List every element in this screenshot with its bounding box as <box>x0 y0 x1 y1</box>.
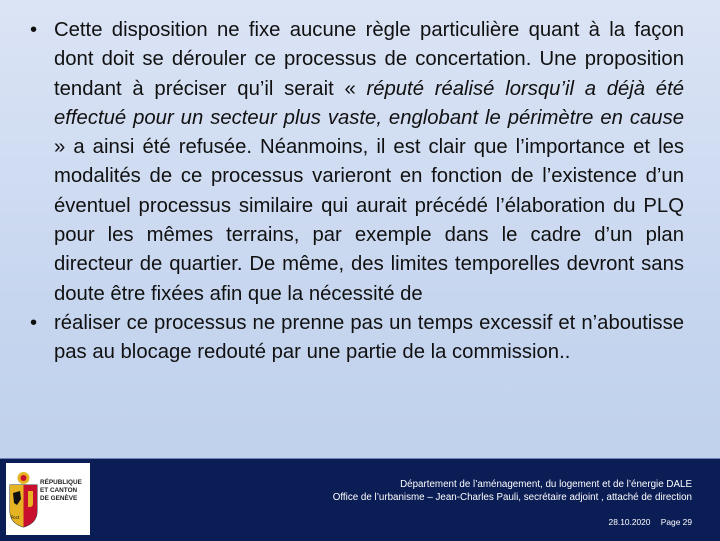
bullet-1-quote: réputé réalisé lorsqu’il a déjà été effectué pour un secteur plus vaste, englobant le périmètre en cause <box>54 77 684 129</box>
department-name: Département de l’aménagement, du logement et de l’énergie DALE <box>400 479 692 490</box>
bullet-icon: • <box>30 311 38 334</box>
bullet-1-text-end: » a ainsi été refusée. Néanmoins, il est clair que l’importance et les modalités de ce processus varieront en fonction de l’existence d’un éventuel processus similaire qui aurait précédé l’élaboration du PLQ pour les mêmes terrains, par exemple dans le cadre d’un plan directeur de quartier. De même, des limites temporelles devront sans doute être fixées afin que la nécessité de <box>54 136 684 305</box>
svg-text:Post: Post <box>11 515 20 520</box>
slide-content <box>18 16 684 368</box>
footer-bar <box>0 458 720 541</box>
geneva-logo <box>6 463 90 535</box>
logo-text-line: DE GENÈVE <box>40 495 78 502</box>
geneva-crest-icon <box>8 469 39 531</box>
bullet-item-2 <box>18 309 684 368</box>
bullet-icon: • <box>30 19 38 41</box>
office-name: Office de l’urbanisme – Jean-Charles Pauli, secrétaire adjoint , attaché de direction <box>332 492 692 503</box>
slide-meta <box>609 517 692 527</box>
page-number: Page 29 <box>660 517 692 527</box>
bullet-item-1 <box>18 16 684 309</box>
bullet-1-text-start: Cette disposition ne fixe aucune règle particulière quant à la façon dont doit se dérouler ce processus de concertation. Une proposition tendant à préciser qu’il serait « <box>54 19 684 100</box>
logo-text <box>40 479 90 503</box>
logo-text-line: RÉPUBLIQUE <box>40 479 82 486</box>
logo-text-line: ET CANTON <box>40 487 78 494</box>
bullet-2-text: réaliser ce processus ne prenne pas un temps excessif et n’aboutisse pas au blocage redouté par une partie de la commission.. <box>54 311 684 364</box>
slide-date: 28.10.2020 <box>608 517 651 527</box>
